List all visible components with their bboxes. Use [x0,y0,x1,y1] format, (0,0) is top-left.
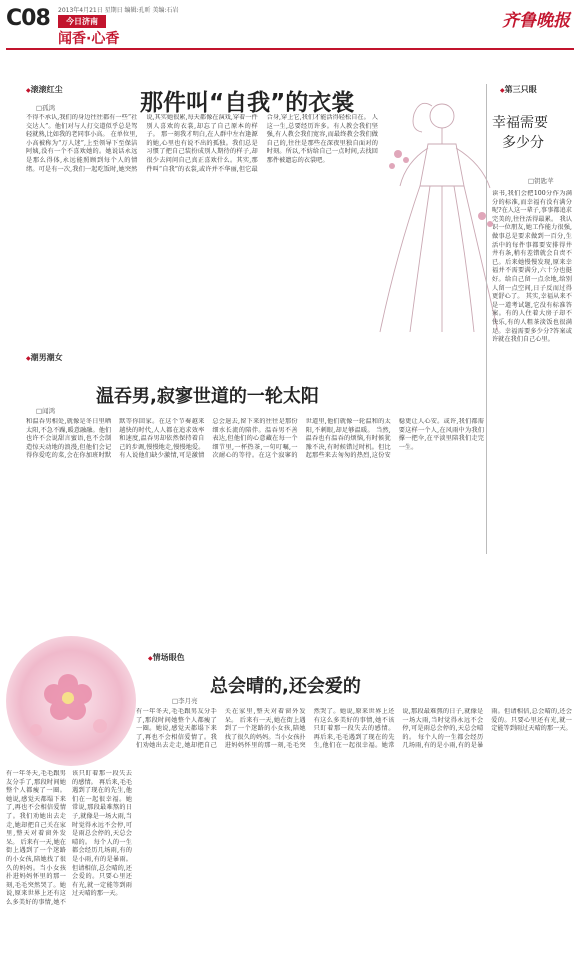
side-byline: □钥匙苹 [528,177,554,185]
story1-body: 不得不承认,我们的身边往往都有一些“社交达人”。他们对与人打交道似乎总是驾轻就熟,比如我的老同事小高。 在单位里,小高被称为“万人迷”,上至领导下至保洁阿姨,没有一个不喜欢她的。她说话永远是那么得体,永远能照顾到每个人的情绪。可是有一次,我们一起吃饭时,她突然说,其实她很累,每天都像在演戏,穿着一件别人喜欢的衣裳,却忘了自己原本的样子。 那一刻我才明白,在人群中左右逢源的她,心里也有说不出的孤独。我们总是习惯了把自己装扮成别人期待的样子,却很少去问问自己真正喜欢什么。其实,那件叫“自我”的衣裳,或许并不华丽,但它最合身,穿上它,我们才能活得轻松自在。 人这一生,总要经历许多。有人教会我们坚强,有人教会我们宽容,而最终教会我们做自己的,往往是那些在深夜里独自面对的时刻。所以,不妨给自己一点时间,去找回那件被遗忘的衣裳吧。 [26,114,378,173]
flower-photo [6,636,136,766]
story2-headline: 温吞男,寂寥世道的一轮太阳 [96,386,319,407]
issue-date: 2013年4月21日 星期日 编辑:孔昕 美编:石岩 [58,7,179,14]
column-label-1: ◆ 滚滚红尘 [26,84,63,95]
side-headline-line2: 多少分 [502,135,544,151]
story2-body: 和温吞男相处,就像是冬日里晒太阳,不急不躁,暖意融融。他们也许不会说甜言蜜语,也不会制造惊天动地的浪漫,但他们会记得你爱吃的菜,会在你加班时默默等你回家。在这个节奏越来越快的时代,人人都在追求效率和速度,温吞男却依然保持着自己的步调,慢慢地走,慢慢地爱。有人说他们缺少激情,可是激情总会退去,留下来的往往是那份细水长流的陪伴。温吞男不善表达,但他们的心意藏在每一个细节里,一杯热茶,一句叮嘱,一次耐心的等待。在这个寂寥的世道里,他们就像一轮温和的太阳,不刺眼,却足够温暖。 当然,温吞也有温吞的烦恼,有时候犹豫不决,有时候错过时机。但比起那些来去匆匆的热烈,这份安稳更让人心安。或许,我们都需要这样一个人,在风雨中为我们撑一把伞,在平淡里陪我们走完一生。 [26,418,484,460]
dress-illustration [370,96,505,336]
side-headline-line1: 幸福需要 [492,115,548,131]
flower-icon [6,636,136,766]
column-label-side: ◆ 第三只眼 [500,84,537,95]
side-divider [486,84,487,554]
column-label-3: ◆ 情场眼色 [148,652,185,663]
story1-headline: 那件叫“自我”的衣裳 [140,90,355,116]
section-title: 闻香·心香 [58,31,120,47]
column-label-2: ◆ 潮男潮女 [26,352,63,363]
story3-byline: □李月亮 [172,697,198,705]
story3-body: 有一年冬天,毛毛跟男友分手了,那段时间她整个人都瘦了一圈。她说,感觉天都塌下来了,再也不会相信爱情了。我们劝她出去走走,她却把自己关在家里,整天对着窗外发呆。 后来有一天,她在街上遇到了一个迷路的小女孩,陪她找了很久的妈妈。当小女孩扑进妈妈怀里的那一刻,毛毛突然哭了。她说,原来世界上还有这么多美好的事情,她不该只盯着那一段失去的感情。 再后来,毛毛遇到了现在的先生,他们在一起很幸福。她常说,那段最难熬的日子,就像是一场大雨,当时觉得永远不会停,可是雨总会停的,天总会晴的。 每个人的一生都会经历几场雨,有的是小雨,有的是暴雨。但请相信,总会晴的,还会爱的。只要心里还有光,就一定能等到雨过天晴的那一天。 [136,708,572,750]
flower-ornaments [389,150,493,227]
section-sub-label: 今日济南 [58,15,106,28]
story3-body-continued: 有一年冬天,毛毛跟男友分手了,那段时间她整个人都瘦了一圈。她说,感觉天都塌下来了,再也不会相信爱情了。我们劝她出去走走,她却把自己关在家里,整天对着窗外发呆。 后来有一天,她在街上遇到了一个迷路的小女孩,陪她找了很久的妈妈。当小女孩扑进妈妈怀里的那一刻,毛毛突然哭了。她说,原来世界上还有这么多美好的事情,她不该只盯着那一段失去的感情。 再后来,毛毛遇到了现在的先生,他们在一起很幸福。她常说,那段最难熬的日子,就像是一场大雨,当时觉得永远不会停,可是雨总会停的,天总会晴的。 每个人的一生都会经历几场雨,有的是小雨,有的是暴雨。但请相信,总会晴的,还会爱的。只要心里还有光,就一定能等到雨过天晴的那一天。 [6,770,132,906]
story1-byline: □孤鸿 [36,104,56,112]
header-rule [6,48,574,50]
side-body: 读书,我们会把100分作为满分的标准,而幸福有没有满分呢?在人这一辈子,事事都追求完美的,往往活得最累。 我认识一位朋友,她工作能力很强,做事总是要求做到一百分,生活中的每件事都要安排得井井有条,稍有差错就会自责不已。后来她慢慢发现,原来幸福并不需要满分,六十分也挺好。给自己留一点余地,给别人留一点空间,日子反而过得更舒心了。 其实,幸福从来不是一道考试题,它没有标准答案。有的人住着大房子却不快乐,有的人粗茶淡饭也很满足。幸福需要多少分?答案或许就在我们自己心里。 [492,190,572,344]
story2-byline: □闻鸿 [36,407,56,415]
story3-headline: 总会晴的,还会爱的 [210,676,361,697]
page-number: C08 [6,6,50,31]
newspaper-logo: 齐鲁晚报 [502,11,570,31]
